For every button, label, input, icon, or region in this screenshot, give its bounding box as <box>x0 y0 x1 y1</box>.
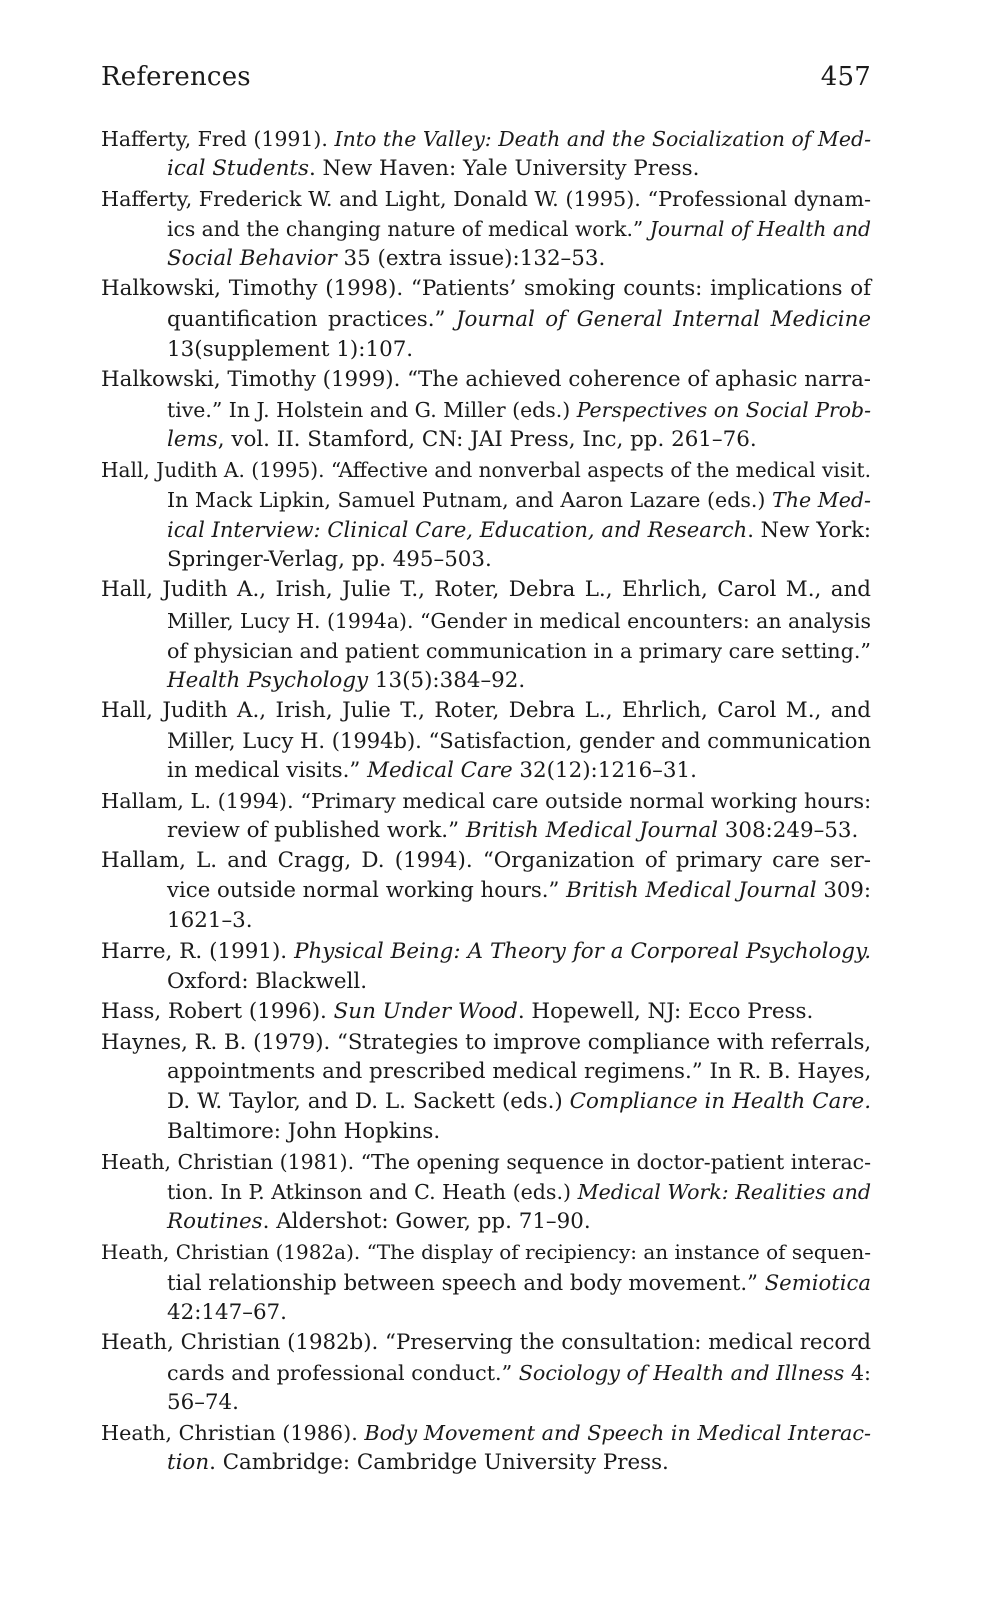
reference-line <box>167 154 871 184</box>
reference-entry <box>101 575 871 695</box>
reference-text: Miller, Lucy H. (1994a). “Gender in medical encounters: an analysis <box>167 608 871 633</box>
italic-title: Medical Care <box>367 757 513 783</box>
italic-title: Physical Being: A Theory for a Corporeal Psychology. <box>294 938 871 964</box>
reference-line <box>167 545 871 575</box>
reference-line <box>167 1268 871 1298</box>
reference-line <box>167 636 871 666</box>
reference-text: Springer-Verlag, pp. 495–503. <box>167 547 492 573</box>
italic-title: tion <box>167 1450 210 1476</box>
italic-title: Body Movement and Speech in Medical Interac- <box>364 1421 872 1446</box>
reference-list <box>101 124 871 1478</box>
reference-text: 32(12):1216–31. <box>512 757 697 783</box>
reference-text: Hallam, L. and Cragg, D. (1994). “Organization of primary care ser- <box>101 848 871 874</box>
italic-title: ical Students <box>167 156 309 182</box>
reference-line <box>167 1087 871 1117</box>
reference-text: Hafferty, Frederick W. and Light, Donald W. (1995). “Professional dynam- <box>101 187 871 212</box>
reference-line <box>167 244 871 274</box>
italic-title: Journal of General Internal Medicine <box>455 306 871 332</box>
reference-line <box>101 184 871 214</box>
italic-title: Sociology of Health and Illness <box>518 1360 845 1385</box>
reference-text: D. W. Taylor, and D. L. Sackett (eds.) <box>167 1089 570 1114</box>
reference-line <box>167 756 871 786</box>
reference-text: tial relationship between speech and body movement.” <box>167 1269 765 1295</box>
reference-line <box>101 274 871 304</box>
reference-text: Heath, Christian (1981). “The opening sequence in doctor-patient interac- <box>101 1150 872 1175</box>
reference-text: appointments and prescribed medical regimens.” In R. B. Hayes, <box>167 1058 872 1084</box>
reference-line <box>167 1117 871 1147</box>
reference-line <box>101 937 871 967</box>
reference-line <box>167 515 871 545</box>
italic-title: Health Psychology <box>167 667 369 693</box>
reference-text: Haynes, R. B. (1979). “Strategies to improve compliance with referrals, <box>101 1028 872 1054</box>
reference-text: 1621–3. <box>167 908 253 934</box>
running-header <box>101 62 871 102</box>
reference-entry <box>101 1418 871 1478</box>
reference-entry <box>101 455 871 575</box>
reference-text: in medical visits.” <box>167 757 368 783</box>
reference-line <box>167 485 871 515</box>
reference-line <box>167 1448 871 1478</box>
reference-text: Harre, R. (1991). <box>101 938 295 964</box>
reference-text: . Hopewell, NJ: Ecco Press. <box>517 998 814 1024</box>
reference-text: quantification practices.” <box>167 306 456 332</box>
reference-text: ics and the changing nature of medical work.” <box>167 217 650 242</box>
reference-line <box>167 335 871 365</box>
italic-title: The Med- <box>772 488 871 513</box>
reference-line <box>101 696 871 726</box>
reference-text: Hafferty, Fred (1991). <box>101 127 335 151</box>
reference-text: Halkowski, Timothy (1999). “The achieved coherence of aphasic narra- <box>101 366 871 392</box>
reference-text: , vol. II. Stamford, CN: JAI Press, Inc, pp. 261–76. <box>217 426 757 452</box>
reference-text: cards and professional conduct.” <box>167 1360 519 1385</box>
reference-entry <box>101 274 871 364</box>
reference-text: In Mack Lipkin, Samuel Putnam, and Aaron Lazare (eds.) <box>167 488 773 513</box>
reference-text: Hallam, L. (1994). “Primary medical care outside normal working hours: <box>101 789 872 814</box>
reference-text: Hass, Robert (1996). <box>101 998 334 1024</box>
reference-entry <box>101 124 871 184</box>
reference-text: 308:249–53. <box>717 818 859 844</box>
reference-entry <box>101 184 871 274</box>
reference-line <box>101 124 871 154</box>
reference-text: Oxford: Blackwell. <box>167 968 368 994</box>
reference-line <box>101 997 871 1027</box>
reference-line <box>167 1298 871 1328</box>
reference-line <box>167 1388 871 1418</box>
reference-text: Hall, Judith A., Irish, Julie T., Roter, Debra L., Ehrlich, Carol M., and <box>101 577 871 603</box>
reference-text: . Aldershot: Gower, pp. 71–90. <box>262 1209 591 1235</box>
reference-text: Heath, Christian (1982b). “Preserving the consultation: medical record <box>101 1329 871 1355</box>
reference-line <box>167 1358 871 1388</box>
reference-text: 13(5):384–92. <box>368 667 526 693</box>
italic-title: Into the Valley: Death and the Socialization of Med- <box>334 127 871 151</box>
reference-line <box>167 967 871 997</box>
italic-title: Semiotica <box>764 1269 871 1295</box>
italic-title: Perspectives on Social Prob- <box>576 397 871 422</box>
reference-line <box>167 906 871 936</box>
reference-line <box>101 575 871 605</box>
reference-text: 56–74. <box>167 1389 239 1415</box>
reference-line <box>101 786 871 816</box>
reference-entry <box>101 365 871 455</box>
reference-entry <box>101 997 871 1027</box>
italic-title: Compliance in Health Care. <box>569 1089 871 1114</box>
reference-entry <box>101 696 871 786</box>
reference-text: 13(supplement 1):107. <box>167 336 414 362</box>
reference-line <box>101 365 871 395</box>
reference-line <box>101 846 871 876</box>
reference-line <box>167 876 871 906</box>
reference-line <box>101 1147 871 1177</box>
reference-text: tion. In P. Atkinson and C. Heath (eds.) <box>167 1180 578 1205</box>
reference-text: 42:147–67. <box>167 1299 287 1325</box>
reference-line <box>167 1177 871 1207</box>
reference-text: Baltimore: John Hopkins. <box>167 1119 441 1145</box>
reference-text: of physician and patient communication in a primary care setting.” <box>167 638 871 663</box>
italic-title: Routines <box>167 1209 263 1235</box>
reference-text: . New York: <box>747 517 871 543</box>
reference-text: Halkowski, Timothy (1998). “Patients’ smoking counts: implications of <box>101 276 871 302</box>
reference-line <box>101 1418 871 1448</box>
reference-text: 35 (extra issue):132–53. <box>336 246 606 272</box>
reference-text: Heath, Christian (1982a). “The display of recipiency: an instance of sequen- <box>101 1240 871 1265</box>
page-number: 457 <box>820 62 871 92</box>
italic-title: British Medical Journal <box>566 878 817 904</box>
italic-title: Sun Under Wood <box>333 998 518 1024</box>
reference-entry <box>101 786 871 846</box>
reference-line <box>167 395 871 425</box>
reference-text: Hall, Judith A. (1995). “Affective and nonverbal aspects of the medical visit. <box>101 458 871 483</box>
reference-text: Hall, Judith A., Irish, Julie T., Roter, Debra L., Ehrlich, Carol M., and <box>101 697 871 723</box>
reference-entry <box>101 1328 871 1418</box>
reference-line <box>167 1057 871 1087</box>
reference-text: 309: <box>816 878 872 904</box>
reference-entry <box>101 1027 871 1147</box>
reference-line <box>167 305 871 335</box>
reference-text: . New Haven: Yale University Press. <box>308 156 700 182</box>
reference-text: Heath, Christian (1986). <box>101 1421 365 1446</box>
section-title: References <box>101 62 251 92</box>
reference-text: tive.” In J. Holstein and G. Miller (eds.) <box>167 397 577 422</box>
reference-line <box>167 214 871 244</box>
reference-line <box>167 606 871 636</box>
italic-title: Medical Work: Realities and <box>577 1180 871 1205</box>
reference-line <box>167 726 871 756</box>
reference-entry <box>101 937 871 997</box>
reference-entry <box>101 1237 871 1327</box>
reference-entry <box>101 846 871 936</box>
reference-line <box>101 1237 871 1267</box>
reference-text: review of published work.” <box>167 818 466 844</box>
reference-text: Miller, Lucy H. (1994b). “Satisfaction, gender and communication <box>167 727 871 753</box>
italic-title: British Medical Journal <box>465 818 718 844</box>
reference-line <box>167 666 871 696</box>
reference-text: . Cambridge: Cambridge University Press. <box>209 1450 669 1476</box>
reference-line <box>101 1027 871 1057</box>
reference-line <box>167 1207 871 1237</box>
italic-title: Social Behavior <box>167 246 337 272</box>
reference-entry <box>101 1147 871 1237</box>
reference-text: vice outside normal working hours.” <box>167 878 567 904</box>
reference-line <box>167 816 871 846</box>
italic-title: Journal of Health and <box>649 217 871 242</box>
italic-title: ical Interview: Clinical Care, Education, and Research <box>167 517 748 543</box>
italic-title: lems <box>167 426 218 452</box>
reference-line <box>101 455 871 485</box>
reference-text: 4: <box>844 1360 871 1385</box>
reference-line <box>167 425 871 455</box>
reference-line <box>101 1328 871 1358</box>
